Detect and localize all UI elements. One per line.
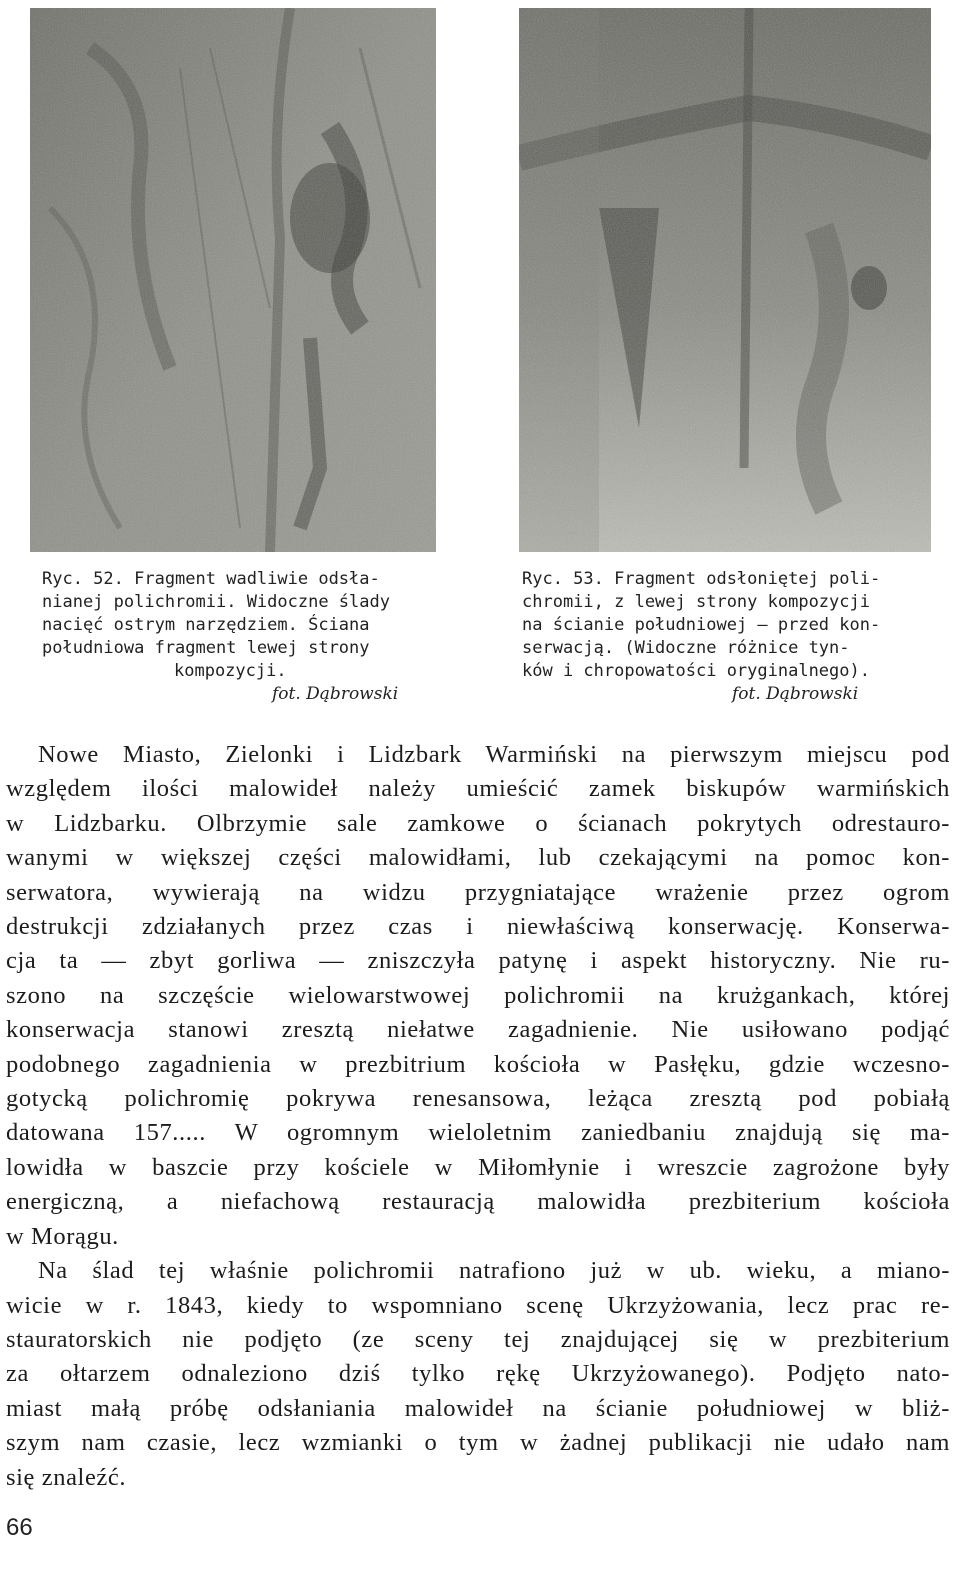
figure-52-caption: [42, 568, 454, 706]
text-line: gotycką polichromię pokrywa renesansowa, leżąca zresztą pod pobiałą: [6, 1085, 950, 1113]
text-line: cja ta — zbyt gorliwa — zniszczyła patynę i aspekt historyczny. Nie ru-: [6, 947, 950, 975]
caption-line: kompozycji.: [174, 661, 287, 681]
text-line: za ołtarzem odnaleziono dziś tylko rękę Ukrzyżowanego). Podjęto nato-: [6, 1360, 950, 1388]
figure-53-caption: [522, 568, 930, 706]
text-line: miast małą próbę odsłaniania malowideł na ścianie południowej w bliż-: [6, 1394, 950, 1422]
text-line: Nowe Miasto, Zielonki i Lidzbark Warmiński na pierwszym miejscu pod: [38, 741, 950, 768]
figure-52-photo: [30, 8, 436, 552]
caption-line: ków i chropowatości oryginalnego).: [522, 661, 870, 681]
caption-line: nianej polichromii. Widoczne ślady: [42, 592, 390, 612]
caption-line: południowa fragment lewej strony: [42, 638, 370, 658]
caption-line: chromii, z lewej strony kompozycji: [522, 592, 870, 612]
text-line: w Lidzbarku. Olbrzymie sale zamkowe o ścianach pokrytych odrestauro-: [6, 809, 950, 837]
paragraph-1: [6, 738, 950, 1254]
mural-fragment-image: [30, 8, 436, 552]
text-line: datowana 157..... W ogromnym wieloletnim zaniedbaniu znajdują się ma-: [6, 1119, 950, 1147]
body-text: [6, 738, 950, 1495]
mural-fragment-image: [519, 8, 931, 552]
caption-line: na ścianie południowej — przed kon-: [522, 615, 881, 635]
page-number: 66: [6, 1514, 33, 1541]
caption-line: nacięć ostrym narzędziem. Ściana: [42, 615, 370, 635]
caption-line: serwacją. (Widoczne różnice tyn-: [522, 638, 850, 658]
caption-line: Ryc. 53. Fragment odsłoniętej poli-: [522, 569, 881, 589]
text-line: konserwacja stanowi zresztą niełatwe zagadnienie. Nie usiłowano podjąć: [6, 1016, 950, 1044]
text-line: serwatora, wywierają na widzu przygniatające wrażenie przez ogrom: [6, 878, 950, 906]
text-line: względem ilości malowideł należy umieścić zamek biskupów warmińskich: [6, 775, 950, 803]
text-line: energiczną, a niefachową restauracją malowidła prezbiterium kościoła: [6, 1188, 950, 1216]
text-line: szono na szczęście wielowarstwowej polichromii na krużgankach, której: [6, 981, 950, 1009]
figure-53-photo: [519, 8, 931, 552]
text-line: wicie w r. 1843, kiedy to wspomniano scenę Ukrzyżowania, lecz prac re-: [6, 1291, 950, 1319]
photo-credit: fot. Dąbrowski: [272, 684, 399, 704]
text-line: stauratorskich nie podjęto (ze sceny tej znajdującej się w prezbiterium: [6, 1325, 950, 1353]
text-line: się znaleźć.: [6, 1463, 127, 1491]
text-line: Na ślad tej właśnie polichromii natrafiono już w ub. wieku, a miano-: [38, 1257, 950, 1285]
text-line: podobnego zagadnienia w prezbitrium kościoła w Pasłęku, gdzie wczesno-: [6, 1050, 950, 1078]
paragraph-2: [6, 1254, 950, 1495]
caption-line: Ryc. 52. Fragment wadliwie odsła-: [42, 569, 380, 589]
text-line: destrukcji zdziałanych przez czas i niewłaściwą konserwację. Konserwa-: [6, 913, 950, 941]
text-line: w Morągu.: [6, 1222, 119, 1250]
text-line: szym nam czasie, lecz wzmianki o tym w żadnej publikacji nie udało nam: [6, 1429, 950, 1457]
photo-credit: fot. Dąbrowski: [732, 684, 859, 704]
text-line: wanymi w większej części malowidłami, lub czekającymi na pomoc kon-: [6, 844, 950, 872]
text-line: lowidła w baszcie przy kościele w Miłomłynie i wreszcie zagrożone były: [6, 1153, 950, 1181]
